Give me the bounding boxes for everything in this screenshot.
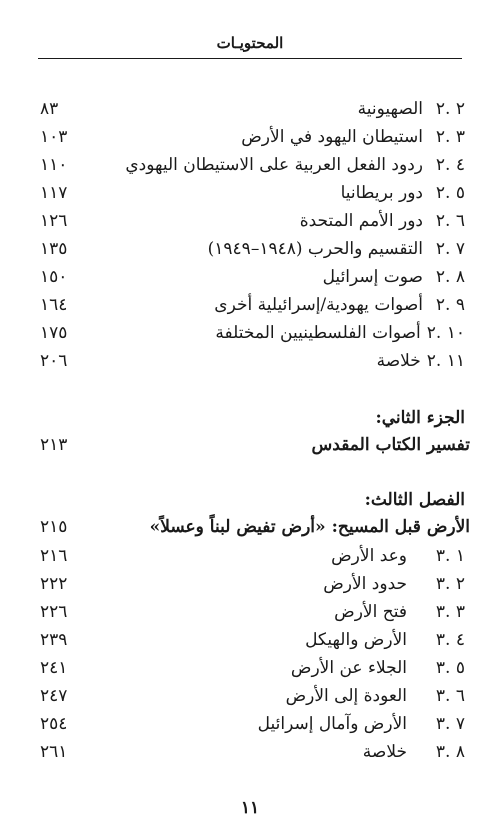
toc-entry-title: صوت إسرائيل	[322, 267, 423, 287]
toc-entry-title: فتح الأرض	[334, 602, 407, 622]
toc-entry-title: الأرض وآمال إسرائيل	[257, 714, 407, 734]
toc-entry-number: ١١ .٢	[426, 351, 465, 371]
toc-entry-title: خلاصة	[362, 742, 407, 762]
toc-entry-title: أصوات الفلسطينيين المختلفة	[215, 323, 421, 343]
toc-entry-title: خلاصة	[376, 351, 421, 371]
toc-entry-title: العودة إلى الأرض	[285, 686, 407, 706]
toc-entry-number: ٥ .٣	[435, 658, 465, 678]
toc-page-number: ١١٧	[40, 183, 68, 203]
toc-page-number: ٢٥٤	[40, 714, 68, 734]
toc-page-number: ١٦٤	[40, 295, 68, 315]
page-number: ١١	[240, 798, 260, 818]
toc-entry[interactable]	[40, 682, 465, 710]
toc-entry[interactable]	[40, 291, 465, 319]
part-title: تفسير الكتاب المقدس	[311, 435, 470, 455]
toc-entry-title: استيطان اليهود في الأرض	[241, 127, 423, 147]
toc-entry-number: ٥ .٢	[435, 183, 465, 203]
chapter-title-entry[interactable]	[40, 513, 470, 541]
toc-page-number: ٢١٥	[40, 517, 68, 537]
toc-entry-number: ٧ .٢	[435, 239, 465, 259]
toc-entry-number: ٤ .٢	[435, 155, 465, 175]
chapter-title: الأرض قبل المسيح: «أرض تفيض لبناً وعسلاً»	[149, 517, 470, 537]
toc-entry-title: وعد الأرض	[331, 546, 407, 566]
toc-entry[interactable]	[40, 319, 465, 347]
toc-entry-number: ١٠ .٢	[426, 323, 465, 343]
toc-entry[interactable]	[40, 570, 465, 598]
toc-entry-title: حدود الأرض	[323, 574, 407, 594]
toc-page-number: ٢٠٦	[40, 351, 68, 371]
toc-entry-title: دور الأمم المتحدة	[299, 211, 423, 231]
toc-entry-title: الأرض والهيكل	[305, 630, 407, 650]
toc-page-number: ٢٣٩	[40, 630, 68, 650]
toc-entry[interactable]	[40, 738, 465, 766]
toc-entry-number: ٨ .٢	[435, 267, 465, 287]
toc-page-number: ٢٢٢	[40, 574, 68, 594]
toc-page-number: ١٢٦	[40, 211, 68, 231]
toc-entry-number: ٣ .٣	[435, 602, 465, 622]
toc-entry-number: ٦ .٣	[435, 686, 465, 706]
toc-entry[interactable]	[40, 179, 465, 207]
toc-page-number: ١٧٥	[40, 323, 68, 343]
toc-entry-title: الجلاء عن الأرض	[290, 658, 407, 678]
toc-entry[interactable]	[40, 598, 465, 626]
toc-page-number: ٢١٦	[40, 546, 68, 566]
chapter-label: الفصل الثالث:	[364, 490, 465, 510]
toc-entry-number: ٢ .٢	[435, 99, 465, 119]
toc-entry-number: ٣ .٢	[435, 127, 465, 147]
toc-page-number: ٢٤١	[40, 658, 68, 678]
toc-page-number: ٨٣	[40, 99, 59, 119]
toc-entry[interactable]	[40, 263, 465, 291]
toc-entry[interactable]	[40, 95, 465, 123]
toc-entry[interactable]	[40, 654, 465, 682]
toc-entry[interactable]	[40, 626, 465, 654]
toc-entry-number: ٧ .٣	[435, 714, 465, 734]
toc-entry[interactable]	[40, 123, 465, 151]
toc-page-number: ١٠٣	[40, 127, 68, 147]
toc-page-number: ٢٤٧	[40, 686, 68, 706]
toc-entry-title: التقسيم والحرب (١٩٤٨–١٩٤٩)	[207, 239, 423, 259]
toc-entry-number: ١ .٣	[435, 546, 465, 566]
toc-page-number: ٢١٣	[40, 435, 68, 455]
toc-entry-title: ردود الفعل العربية على الاستيطان اليهودي	[125, 155, 423, 175]
toc-entry[interactable]	[40, 710, 465, 738]
toc-page-number: ١٣٥	[40, 239, 68, 259]
running-header: المحتويـات	[216, 34, 284, 52]
toc-entry-title: الصهيونية	[357, 99, 423, 119]
toc-entry-number: ٨ .٣	[435, 742, 465, 762]
toc-entry-number: ٩ .٢	[435, 295, 465, 315]
toc-entry[interactable]	[40, 347, 465, 375]
toc-entry-number: ٦ .٢	[435, 211, 465, 231]
part-title-entry[interactable]	[40, 431, 470, 459]
part-label: الجزء الثاني:	[375, 408, 465, 428]
toc-page-number: ١٥٠	[40, 267, 68, 287]
toc-entry-title: أصوات يهودية/إسرائيلية أخرى	[214, 295, 423, 315]
toc-entry-number: ٤ .٣	[435, 630, 465, 650]
toc-entry-number: ٢ .٣	[435, 574, 465, 594]
toc-entry[interactable]	[40, 207, 465, 235]
toc-entry-title: دور بريطانيا	[340, 183, 423, 203]
toc-entry[interactable]	[40, 151, 465, 179]
toc-page-number: ١١٠	[40, 155, 68, 175]
toc-entry[interactable]	[40, 235, 465, 263]
toc-entry[interactable]	[40, 542, 465, 570]
toc-page-number: ٢٢٦	[40, 602, 68, 622]
toc-page-number: ٢٦١	[40, 742, 68, 762]
